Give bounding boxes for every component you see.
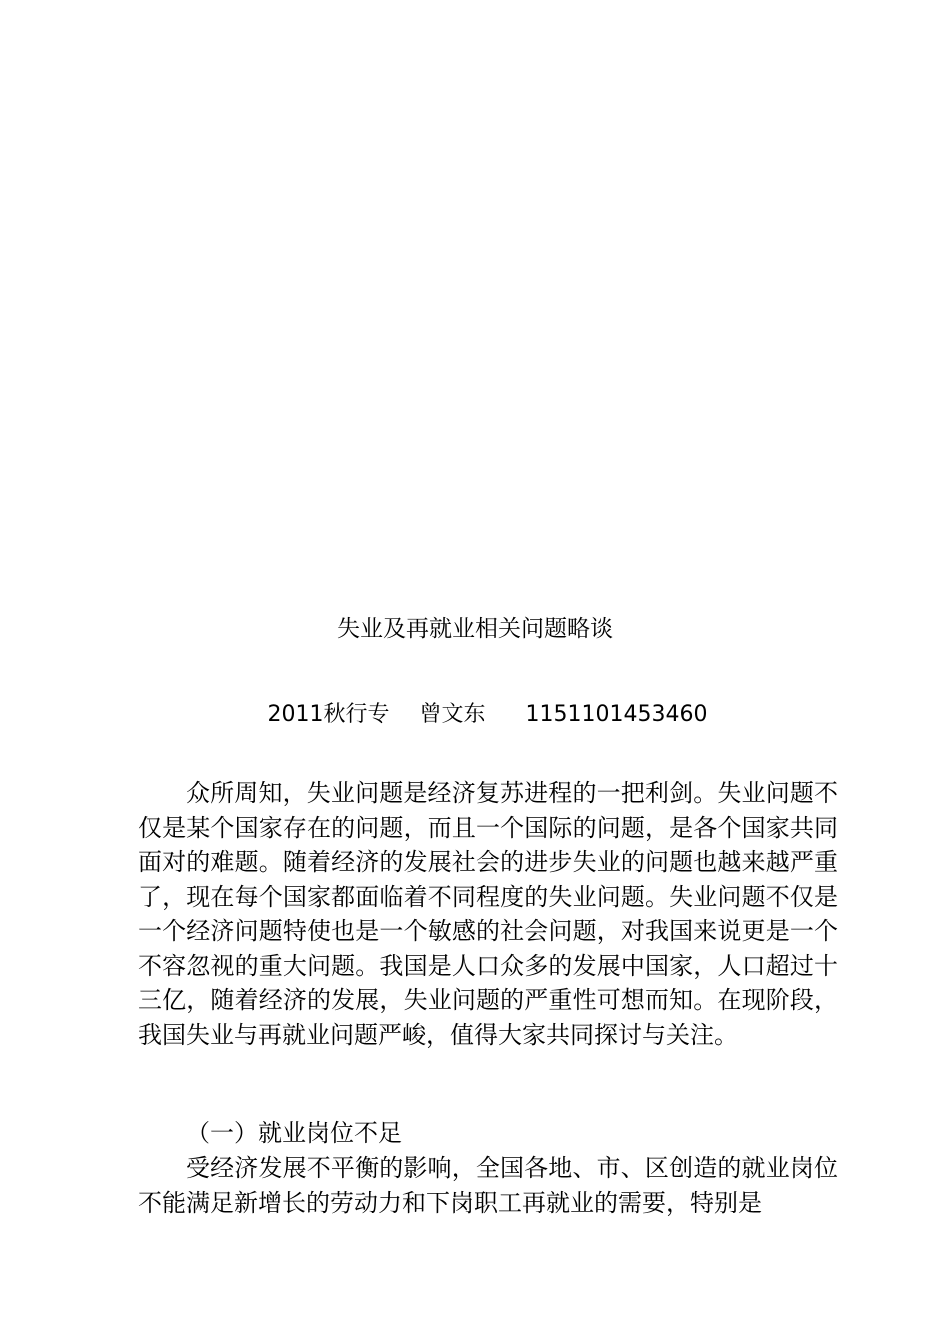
byline-class: 2011秋行专 [267,702,390,727]
byline [0,698,950,732]
byline-author: 曾文东 [419,702,486,727]
document-title: 失业及再就业相关问题略谈 [337,616,613,642]
section-paragraph: 受经济发展不平衡的影响，全国各地、市、区创造的就业岗位不能满足新增长的劳动力和下岗职工再就业的需要，特别是 [138,1154,838,1217]
byline-student-id: 1151101453460 [525,702,708,727]
section-heading: （一）就业岗位不足 [186,1119,402,1147]
intro-paragraph: 众所周知，失业问题是经济复苏进程的一把利剑。失业问题不仅是某个国家存在的问题，而且一个国际的问题，是各个国家共同面对的难题。随着经济的发展社会的进步失业的问题也越来越严重了，现在每个国家都面临着不同程度的失业问题。失业问题不仅是一个经济问题特使也是一个敏感的社会问题，对我国来说更是一个不容忽视的重大问题。我国是人口众多的发展中国家，人口超过十三亿，随着经济的发展，失业问题的严重性可想而知。在现阶段，我国失业与再就业问题严峻，值得大家共同探讨与关注。 [138,779,838,1049]
